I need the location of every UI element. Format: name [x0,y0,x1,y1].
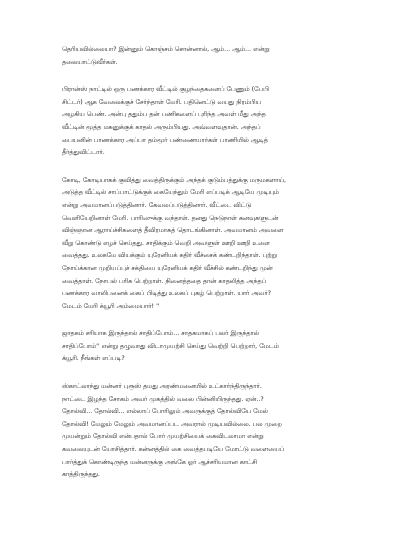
text-line: தலையாட்டுவீர்கள். [62,58,118,66]
text-line: விஞ்ஞான ஆராய்ச்சிகளைத் தீவிரமாகத் தொடங்கினாள். அவமானம் அவளை [62,227,284,235]
text-line: பார்த்துக் கொண்டிருந்த மன்னருக்கு அங்கே ஓர் ஆச்சரியமான காட்சி [62,458,257,466]
text-line: தோல்வி! மேலும் மேலும் அவமானப்பட அவரால் முடியவில்லை. பல முறை [62,420,282,428]
text-line: பணக்கார வாலிபனைக் கைப் பிடித்து உலகப் புகழ் பெற்றாள். யார் அவர்? [62,290,272,298]
text-line: ஸ்காட்லாந்து மன்னர் புரூஸ் தமது அரண்மனையில் உட்கார்ந்திருந்தார். [62,383,262,391]
text-line: தோல்வி... தோல்வி... எல்லாப் போரிலும் அவருக்குத் தோல்வியே மேல் [62,408,268,416]
text-line: நோய்க்கான முறியப்புச் சக்தியை யுரேனியக் கதிர் வீச்சில் கண்டறிந்து முன் [62,264,273,272]
text-line: சாதிப்போம்'' என்று தழுவாது விடாமுயற்சி செய்து வெற்றி பெற்றார், மேடம் [62,342,279,350]
text-line: க்யூரி. நீங்கள் எப்படி? [62,355,125,363]
text-line: தீர்த்துவிட்டார். [62,149,105,157]
text-line: மேடம் மேரி க்யூரி அம்மையார்! '' [62,302,160,310]
text-line: கவலையுடன் யோசித்தார். கன்னத்தில் கை வைத்தபடியே மோட்டு வளையைப் [62,446,285,454]
text-line: பிரான்ஸ் நாட்டில் ஒரு பணக்கார வீட்டில் குழந்தைகளைப் பேணும் (பேபி [62,86,269,94]
paragraph-4 [62,328,370,366]
text-line: என்று அவமானப்படுத்தினார். கேவலப்படுத்தினார். வீட்டை விட்டு [62,201,252,209]
paragraph-2 [62,84,370,160]
text-line: ஜாதகம் சரியாக இருந்தால் சாதிப்போம்... சாதகமாகப் பலர் இருந்தால் [62,330,260,338]
text-line: சிட்டர்) ஆக வேலைக்குச் சேர்ந்தாள் மேரி. பதினெட்டு வயது நிரம்பிய [62,98,261,106]
text-line: வைத்தது. உலகமே வியக்கும் யுரேனியக் கதிர் வீச்சைக் கண்டறிந்தாள். புற்று [62,252,277,260]
paragraph-1 [62,44,370,69]
text-line: அழகிய பெண். அன்பு ததும்ப தன் பணிகளைப் புரிந்த அவள் மீது அந்த [62,111,266,119]
text-line: தெரியவில்லையா? இன்னும் கொஞ்சம் சொன்னால், ஆம்... ஆம்... என்று [62,46,270,53]
text-line: வீறு கொண்டு எழச் செய்தது. சாதிக்கும் வெறி அவளுள் ஊறி ஊறி உளை [62,239,270,247]
paragraph-5 [62,381,370,482]
text-line: வைத்தாள். நோபல் பரிசு பெற்றாள். நினைத்ததை தான் காதலித்த அந்தப் [62,277,267,285]
text-line: நாட்டை இழந்த சோகம் அவர் முகத்தில் வலை பின்னியிருந்தது. ஏன்..? [62,395,264,403]
text-line: பையனின் பாணக்கார அப்பா தம்மூர் பண்ணையார்கள் பாணியில் ஆடித் [62,136,268,144]
text-line: முயன்றும் தோல்வி என்பதால் போர் முயற்சியைக் கைவிடலாமா என்று [62,433,264,441]
text-line: அடுத்த வீட்டில் சாப்பாட்டுக்குக் கையேந்தும் மேரி எப்படிக் ஆடியே முடியும் [62,189,279,197]
paragraph-3 [62,175,370,314]
text-line: காத்திருந்தது. [62,471,101,479]
text-line: வெளியேறினாள் மேரி. பாரிஸுக்கு வந்தாள். தனது நெடுநாள் கனவுகளுடன் [62,214,279,222]
text-line: வீட்டின் மூத்த மகனுக்குக் காதல் அரும்பியது. அவ்வளவுதான். அந்தப் [62,123,261,131]
text-line: கோடி, கோடியாகக் குவித்து வைத்திருக்கும் அந்தக் குடும்பத்துக்கு மருமகளாய், [62,176,286,184]
